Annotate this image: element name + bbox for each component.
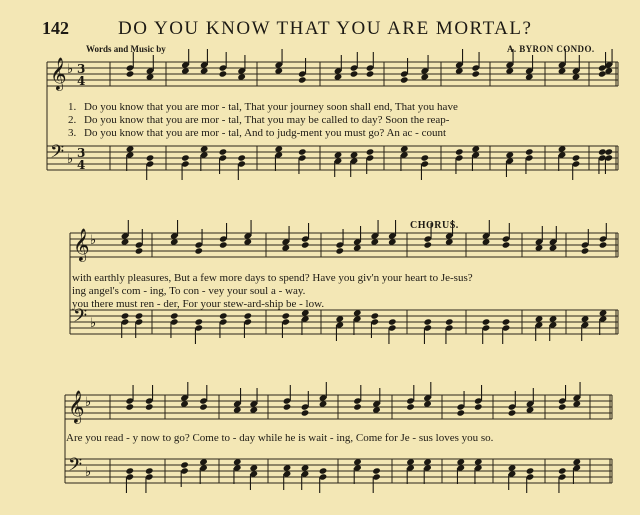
bass-clef-icon: 𝄢 — [68, 455, 83, 480]
note-head — [525, 148, 534, 155]
flat-sign-icon: ♭ — [85, 465, 92, 480]
system2-lyric-line-3: you there must ren - der, For your stew-ard-ship be - low. — [72, 298, 325, 310]
note-head — [581, 247, 590, 254]
system2-lyric-line-1: with earthly pleasures, But a few more days to spend? Have you giv'n your heart to Je-sus? — [72, 272, 473, 284]
note-head — [135, 247, 144, 254]
note-head — [126, 70, 135, 77]
note-head — [298, 76, 307, 83]
note-head — [146, 154, 155, 161]
note-head — [353, 403, 362, 410]
treble-clef-icon: 𝄞 — [50, 57, 67, 90]
treble-clef-icon: 𝄞 — [68, 390, 85, 423]
note-head — [125, 403, 134, 410]
note-head — [194, 247, 203, 254]
page-number: 142 — [42, 18, 69, 38]
note-head — [526, 467, 535, 474]
time-signature-bottom: 4 — [77, 74, 86, 88]
note-head — [281, 312, 290, 319]
chorus-label: CHORUS. — [410, 220, 459, 231]
treble-clef-icon: 𝄞 — [73, 228, 90, 261]
note-head — [199, 403, 208, 410]
verse-text: Do you know that you are mor - tal, That you may be called to day? Soon the reap- — [84, 114, 450, 126]
bass-clef-icon: 𝄢 — [73, 306, 88, 331]
note-head — [471, 70, 480, 77]
note-head — [301, 241, 310, 248]
note-head — [194, 318, 203, 325]
note-head — [125, 467, 134, 474]
note-head — [423, 318, 432, 325]
flat-sign-icon: ♭ — [67, 62, 74, 77]
note-head — [181, 154, 190, 161]
note-head — [474, 403, 483, 410]
note-head — [335, 247, 344, 254]
system3-lyric-line: Are you read - y now to go? Come to - day while he is wait - ing, Come for Je - sus loves you so. — [66, 432, 494, 444]
note-head — [572, 154, 581, 161]
note-head — [170, 312, 179, 319]
verse-number: 2. — [68, 114, 77, 126]
note-head — [366, 70, 375, 77]
note-head — [319, 467, 328, 474]
note-head — [423, 241, 432, 248]
note-head — [604, 148, 613, 155]
verse-number: 1. — [68, 101, 77, 113]
verse-2-line — [68, 114, 449, 126]
note-head — [180, 461, 189, 468]
note-head — [456, 409, 465, 416]
time-signature-bottom: 4 — [77, 158, 86, 172]
note-head — [237, 154, 246, 161]
flat-sign-icon: ♭ — [90, 316, 97, 331]
verse-1-line — [68, 101, 458, 113]
note-head — [283, 403, 292, 410]
bass-clef-icon: 𝄢 — [50, 142, 65, 167]
note-head — [388, 318, 397, 325]
words-music-credit: Words and Music by — [86, 44, 166, 54]
note-head — [135, 312, 144, 319]
verse-3-line — [68, 127, 446, 139]
note-head — [145, 403, 154, 410]
note-head — [350, 70, 359, 77]
flat-sign-icon: ♭ — [67, 152, 74, 167]
hymn-title: DO YOU KNOW THAT YOU ARE MORTAL? — [118, 18, 533, 39]
note-head — [400, 76, 409, 83]
verse-number: 3. — [68, 127, 77, 139]
note-head — [219, 241, 228, 248]
note-head — [219, 148, 228, 155]
note-head — [121, 312, 130, 319]
note-head — [243, 312, 252, 319]
flat-sign-icon: ♭ — [90, 233, 97, 248]
note-head — [598, 70, 607, 77]
note-head — [420, 154, 429, 161]
note-head — [502, 241, 511, 248]
system2-lyric-line-2: ing angel's com - ing, To con - vey your soul a - way. — [72, 285, 306, 297]
note-head — [599, 241, 608, 248]
note-head — [145, 467, 154, 474]
flat-sign-icon: ♭ — [85, 395, 92, 410]
note-head — [502, 318, 511, 325]
verse-text: Do you know that you are mor - tal, That your journey soon shall end, That you have — [84, 101, 458, 113]
note-head — [508, 409, 517, 416]
note-head — [219, 312, 228, 319]
note-head — [482, 318, 491, 325]
note-head — [366, 148, 375, 155]
note-head — [219, 70, 228, 77]
note-head — [370, 312, 379, 319]
note-head — [455, 148, 464, 155]
time-signature-top: 3 — [77, 62, 86, 76]
note-head — [301, 409, 310, 416]
note-head — [406, 403, 415, 410]
note-head — [372, 467, 381, 474]
note-head — [445, 318, 454, 325]
verse-text: Do you know that you are mor - tal, And to judg-ment you must go? An ac - count — [84, 127, 447, 139]
note-head — [558, 467, 567, 474]
note-head — [598, 148, 607, 155]
note-head — [298, 148, 307, 155]
time-signature-top: 3 — [77, 146, 86, 160]
note-head — [558, 403, 567, 410]
composer-credit: A. BYRON CONDO. — [507, 44, 595, 54]
